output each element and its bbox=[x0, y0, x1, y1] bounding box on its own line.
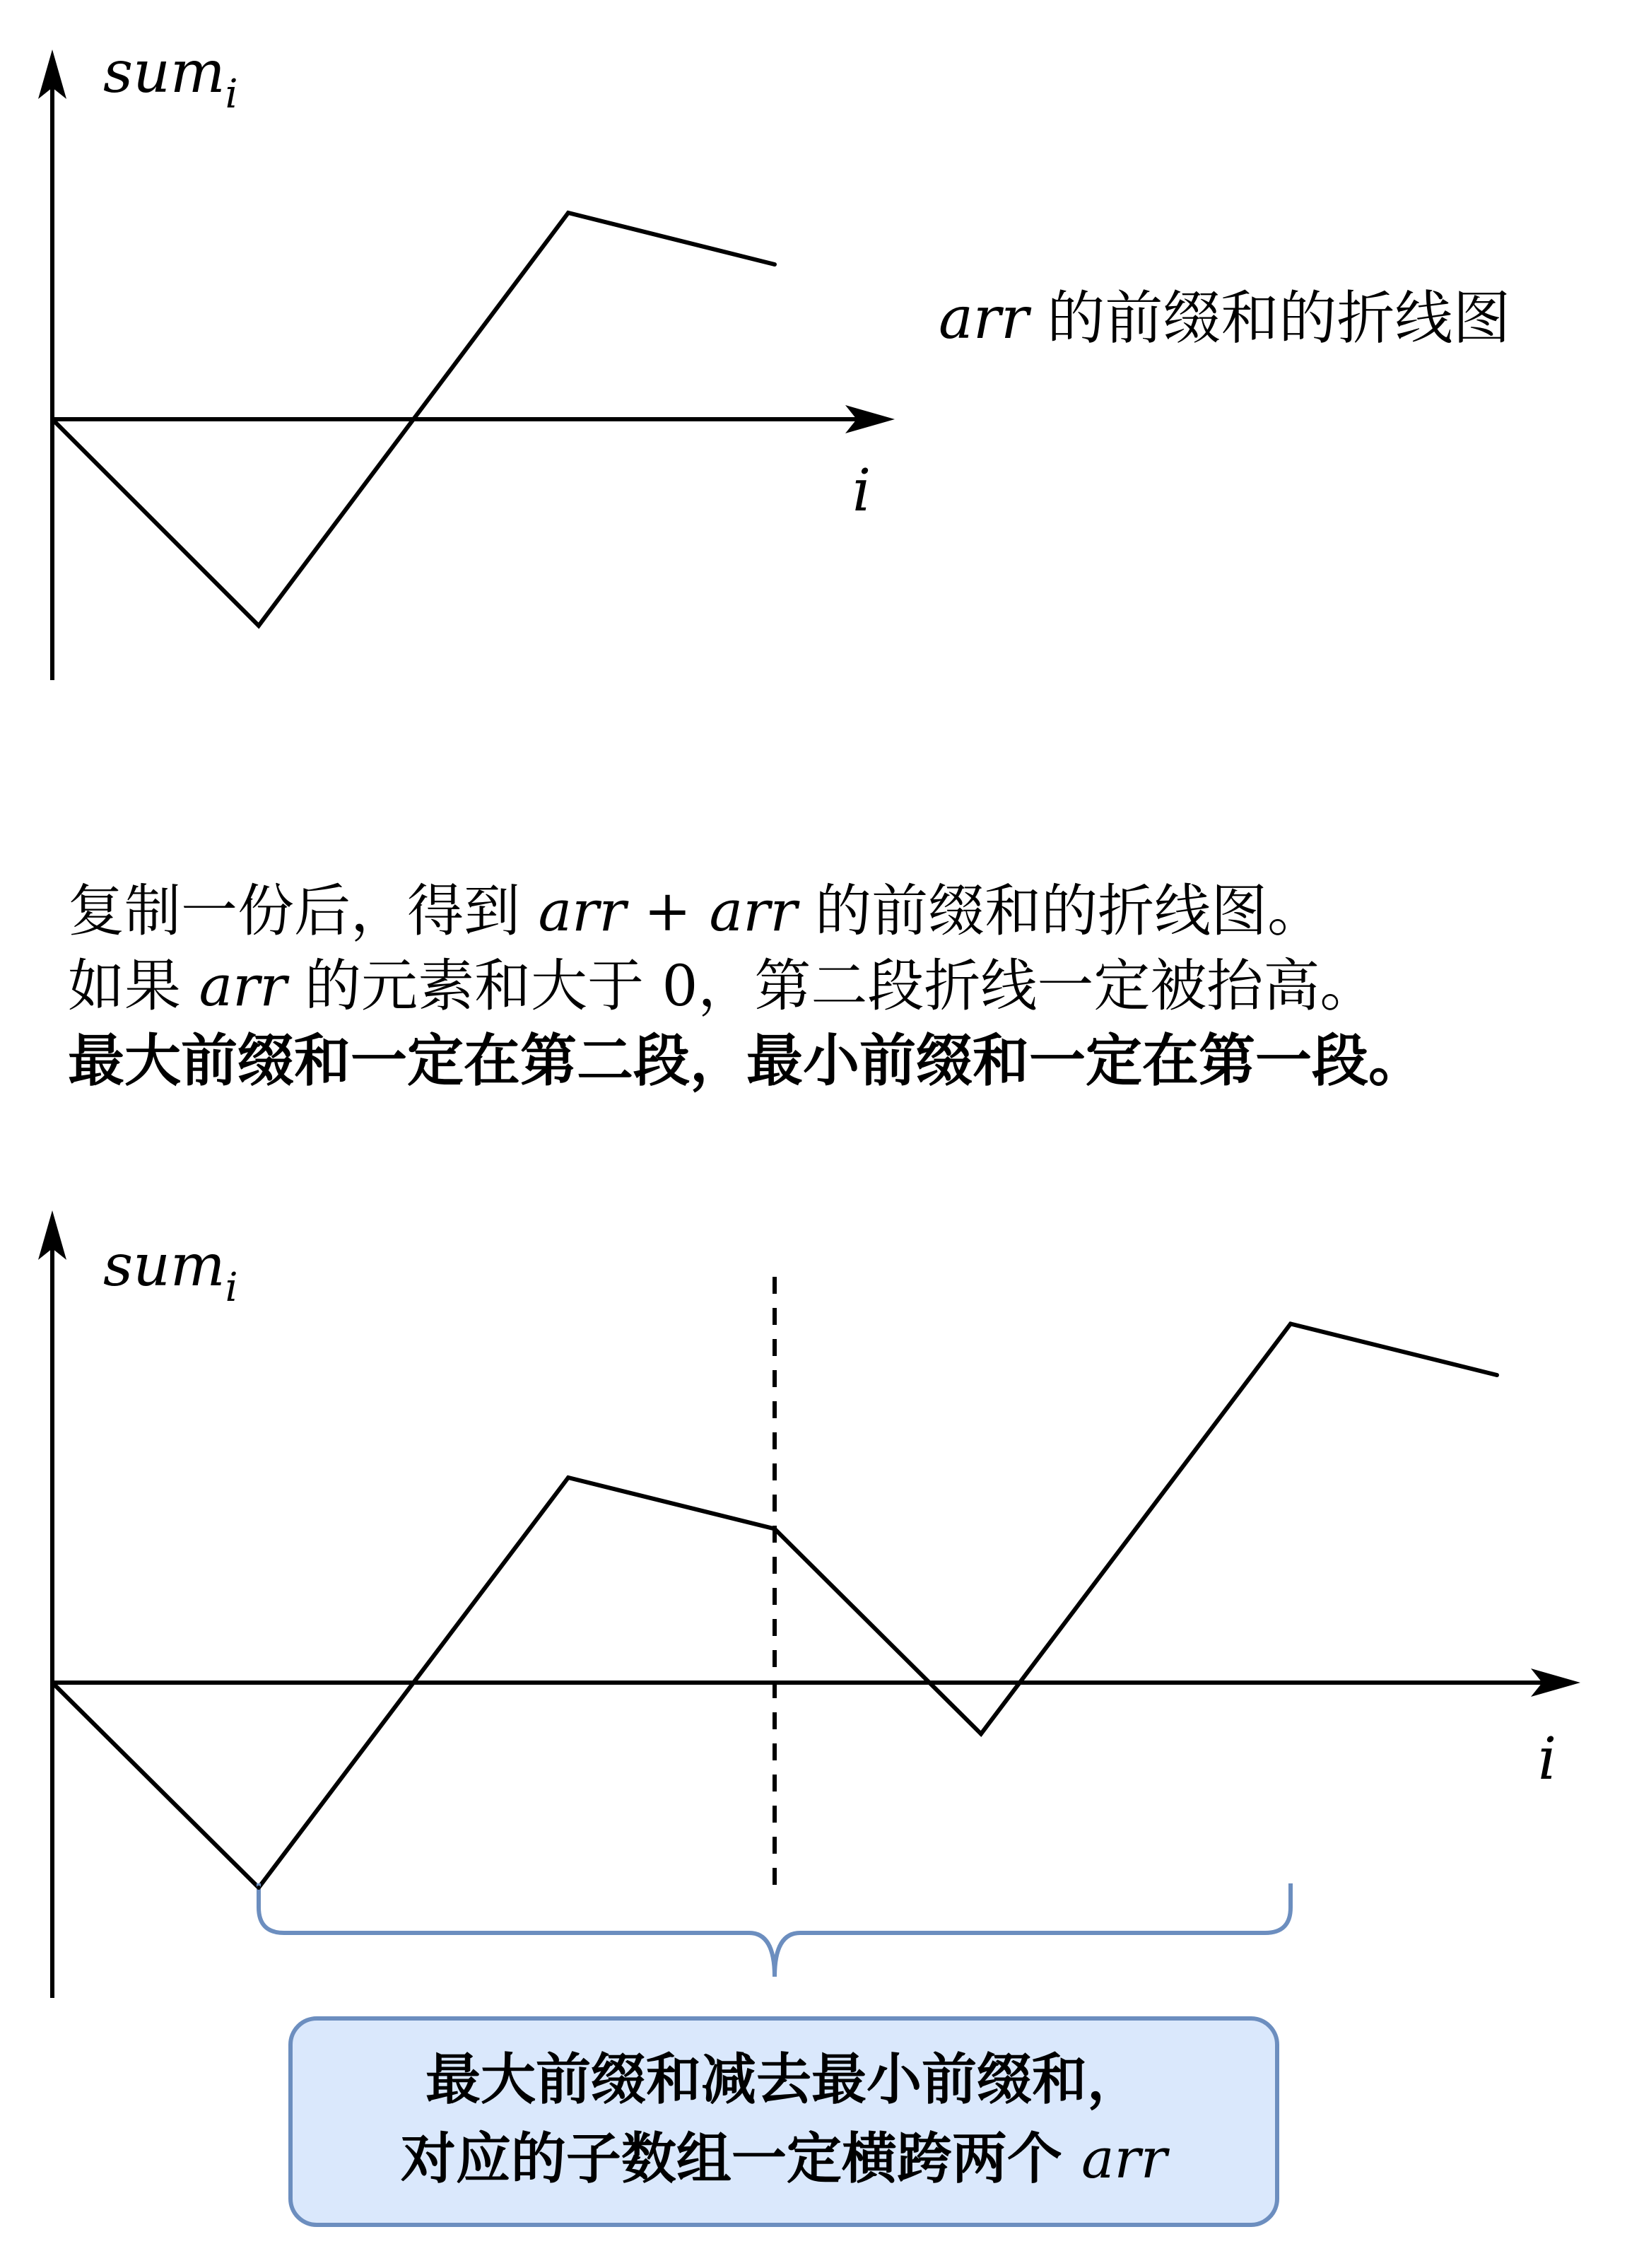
chart-2-point-4 bbox=[979, 1732, 983, 1736]
chart-2-y-label bbox=[103, 1232, 238, 1311]
chart-2-x-label: i bbox=[1538, 1726, 1557, 1793]
chart-1-point-0 bbox=[50, 417, 54, 421]
chart-2-point-1 bbox=[257, 1886, 261, 1890]
explanation-line-2 bbox=[68, 949, 1587, 1024]
chart-2-point-5 bbox=[1288, 1322, 1293, 1326]
conclusion-note-line-2 bbox=[293, 2120, 1275, 2199]
chart-2-point-6 bbox=[1495, 1373, 1499, 1377]
conclusion-note-line-1: 最大前缀和减去最小前缀和， bbox=[425, 2048, 1142, 2112]
chart-1-y-label bbox=[103, 39, 238, 117]
chart-1-title-math: arr bbox=[939, 285, 1029, 352]
explanation-paragraph bbox=[68, 874, 1587, 1099]
chart-1-title bbox=[939, 285, 1510, 352]
chart-2-point-2 bbox=[566, 1475, 570, 1480]
explanation-line-2-number: 0 bbox=[662, 953, 698, 1019]
explanation-line-2-a: 如果 bbox=[68, 953, 199, 1019]
conclusion-note-line-2-text: 对应的子数组一定横跨两个 bbox=[400, 2127, 1082, 2191]
chart-1-point-1 bbox=[257, 624, 261, 628]
explanation-line-2-c: ，第二段折线一定被抬高。 bbox=[698, 953, 1377, 1019]
explanation-line-1-a: 复制一份后，得到 bbox=[68, 878, 539, 944]
chart-1-point-2 bbox=[566, 211, 570, 215]
chart-2-y-label-base: sum bbox=[103, 1232, 225, 1299]
chart-1 bbox=[38, 39, 1510, 680]
conclusion-note-box bbox=[288, 2016, 1279, 2227]
conclusion-note-line-2-math: arr bbox=[1081, 2127, 1168, 2191]
explanation-line-2-b: 的元素和大于 bbox=[286, 953, 662, 1019]
explanation-line-1-math-1: arr bbox=[538, 878, 626, 944]
chart-2-brace bbox=[259, 1883, 1291, 1977]
chart-1-title-text: 的前缀和的折线图 bbox=[1028, 285, 1511, 352]
chart-1-y-label-base: sum bbox=[103, 39, 225, 106]
chart-2-point-3 bbox=[773, 1527, 777, 1531]
chart-2-point-0 bbox=[50, 1680, 54, 1685]
explanation-line-1 bbox=[68, 874, 1587, 949]
explanation-line-2-math: arr bbox=[199, 953, 287, 1019]
explanation-line-3: 最大前缀和一定在第二段，最小前缀和一定在第一段。 bbox=[68, 1028, 1425, 1094]
chart-1-point-3 bbox=[773, 262, 777, 267]
chart-2 bbox=[38, 1210, 1580, 1998]
chart-1-x-label: i bbox=[852, 457, 871, 525]
explanation-line-1-b: 的前缀和的折线图。 bbox=[797, 878, 1324, 944]
chart-1-y-label-sub: i bbox=[225, 71, 238, 117]
explanation-line-1-operator: + bbox=[625, 878, 710, 944]
chart-2-y-label-sub: i bbox=[225, 1265, 238, 1311]
explanation-line-1-math-2: arr bbox=[709, 878, 797, 944]
